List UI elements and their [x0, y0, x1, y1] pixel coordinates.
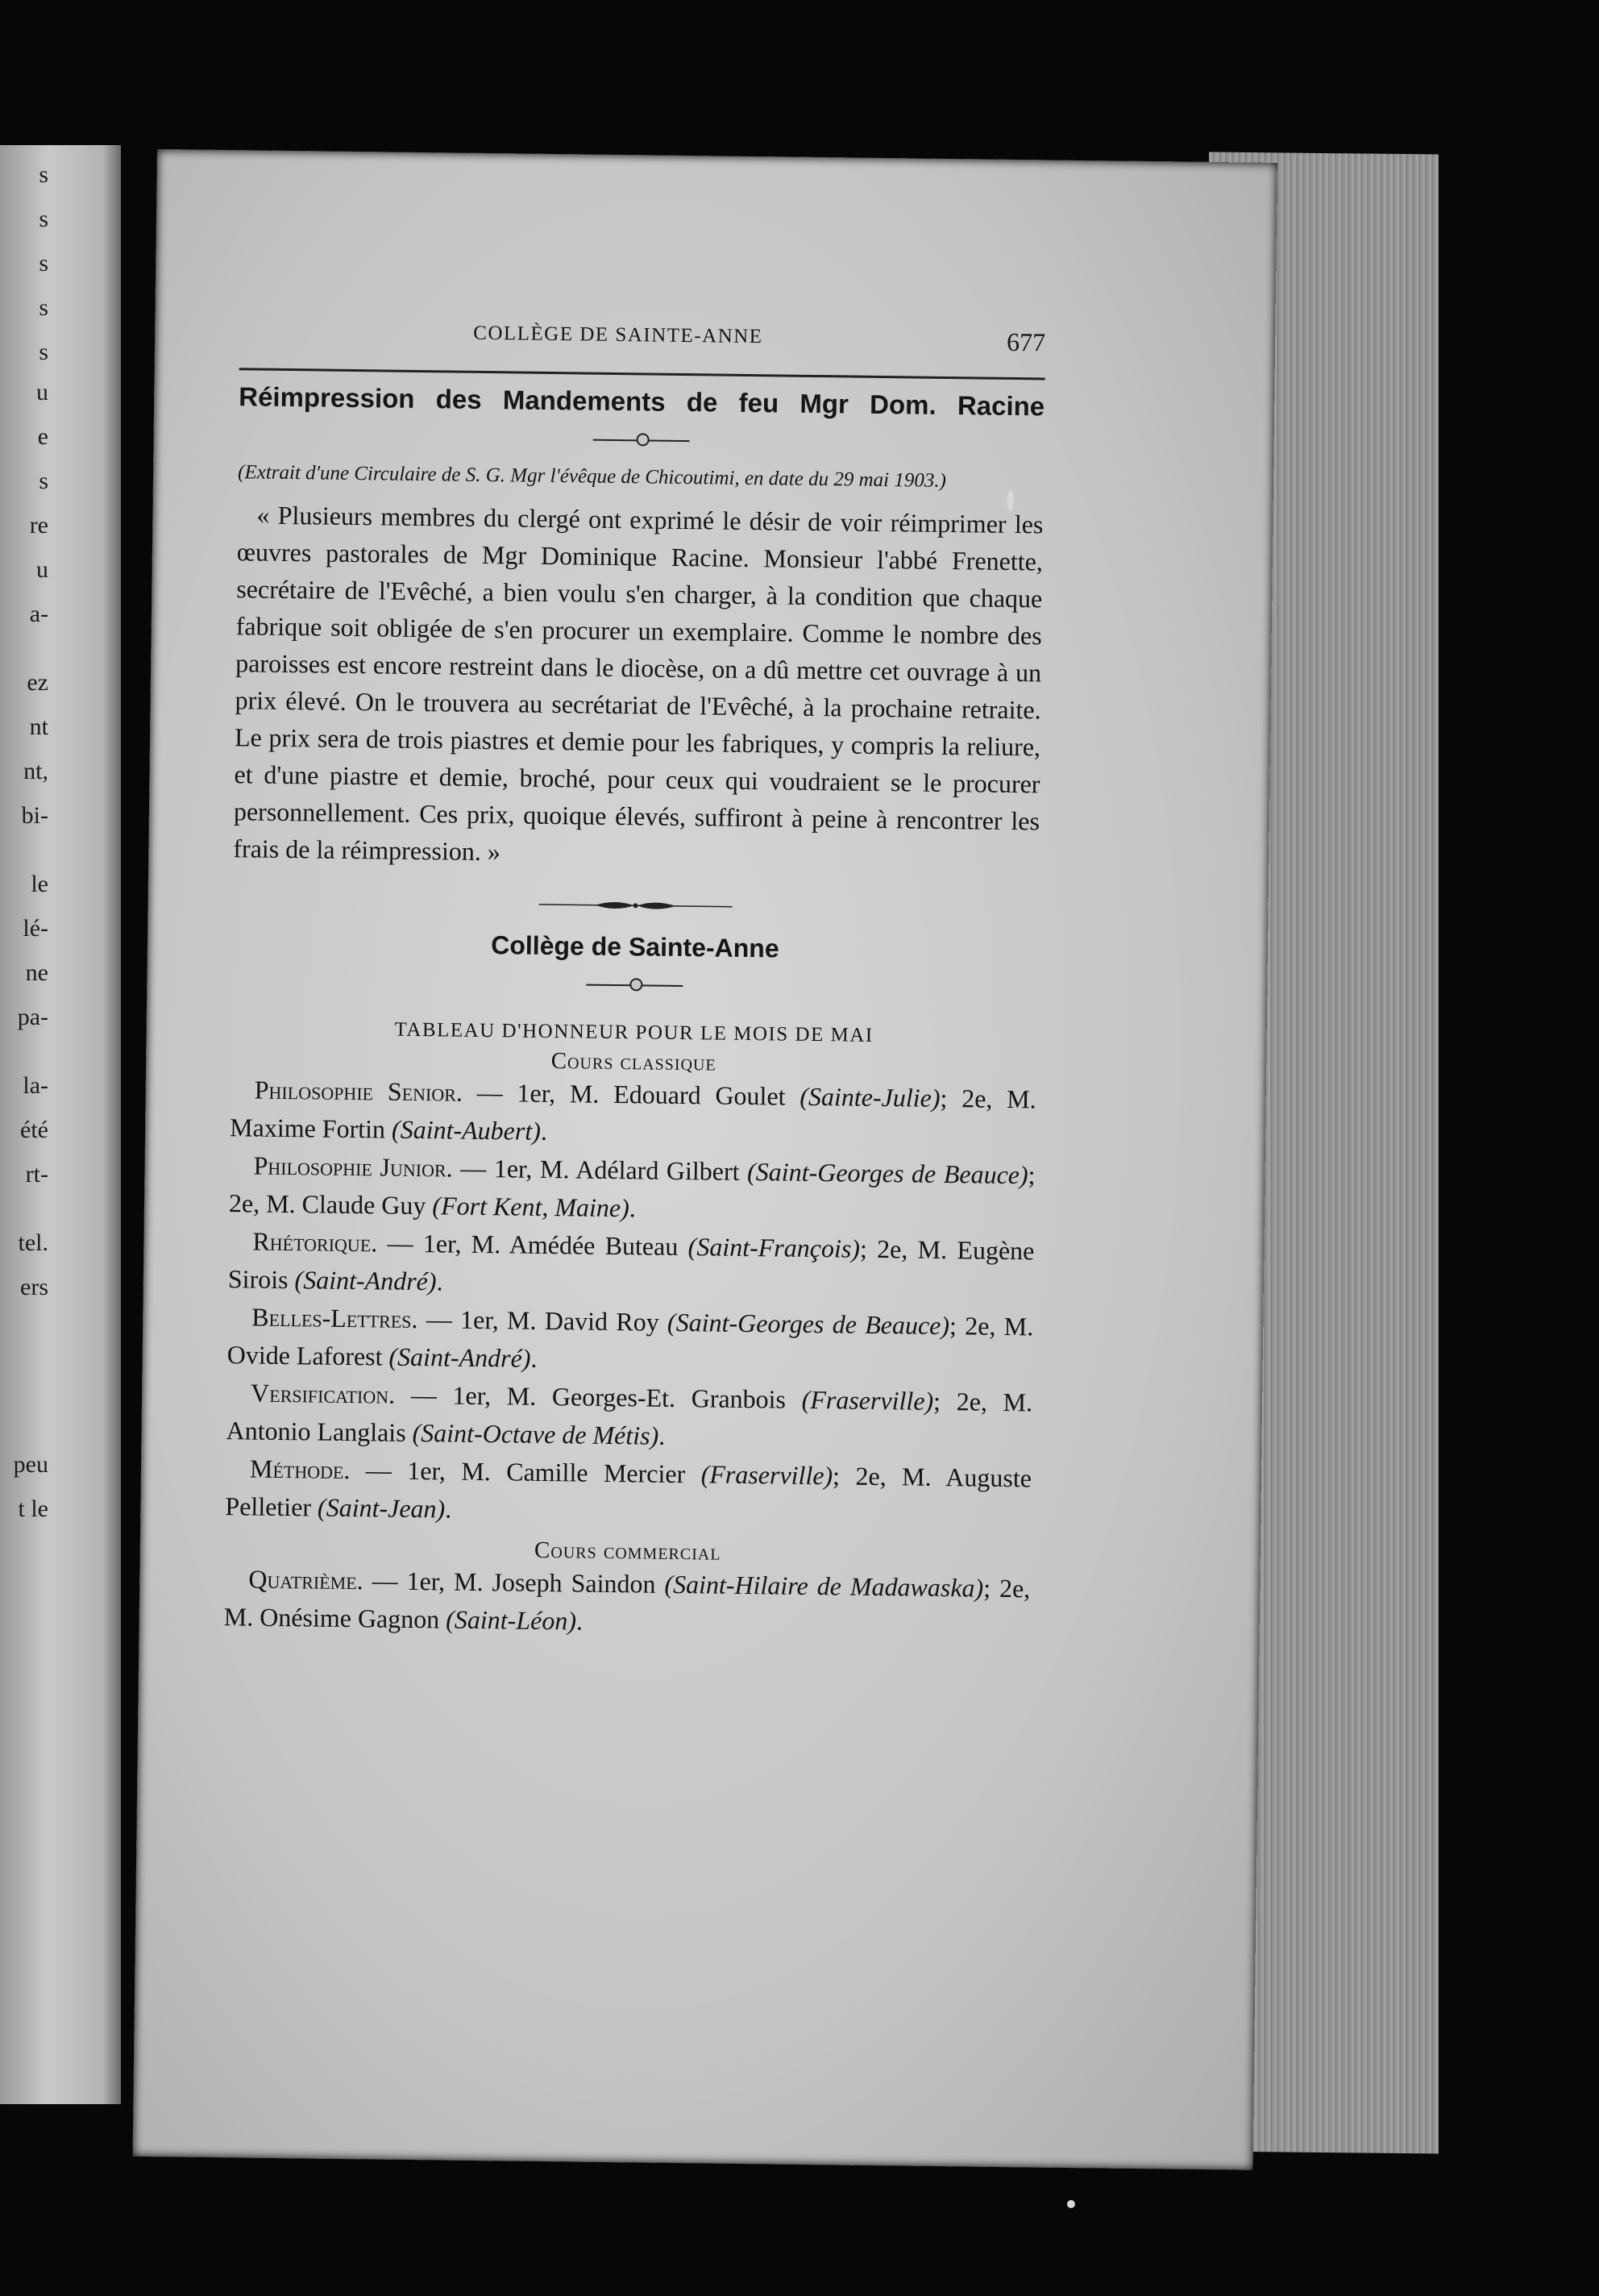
place-name: (Saint-François) — [687, 1232, 861, 1263]
running-title: COLLÈGE DE SAINTE-ANNE — [473, 322, 763, 348]
entry-text: . — [530, 1343, 538, 1373]
class-label: Rhétorique. — [252, 1226, 378, 1258]
entry-text: — 1er, M. Amédée Buteau — [377, 1228, 688, 1262]
ornament-divider — [232, 892, 1038, 922]
entry-text: ; 2e, M. Onésime Gagnon — [223, 1573, 1031, 1634]
place-name: (Saint-André) — [294, 1265, 437, 1296]
facing-page-fragment: la- — [23, 1072, 48, 1099]
honor-roll-commercial — [223, 1560, 1030, 1645]
facing-page-fragment: re — [29, 512, 48, 539]
facing-page-fragment: e — [37, 423, 48, 450]
honor-roll-heading: TABLEAU D'HONNEUR POUR LE MOIS DE MAI — [394, 1018, 874, 1046]
facing-page-fragment: été — [20, 1117, 48, 1143]
facing-page-fragment: pa- — [17, 1004, 48, 1030]
entry-text: ; 2e, M. Maxime Fortin — [229, 1083, 1036, 1144]
honor-roll-entry — [229, 1146, 1036, 1232]
place-name: (Saint-Hilaire de Madawaska) — [664, 1569, 984, 1603]
facing-page-fragment: nt — [29, 713, 48, 740]
facing-page-fragment: s — [39, 339, 48, 365]
article-body: « Plusieurs membres du clergé ont exprimé le désir de voir réimprimer les œuvres pastorales de Mgr Dominique Racine. Monsieur l'abbé Frenette, secrétaire de l'Evêché, a bien voulu s'en charger, à la condition que chaque fabrique soit obligée de s'en procurer un exemplaire. Comme le nombre des paroisses est encore restreint dans le diocèse, on a dû mettre cet ouvrage à un prix élevé. On le trouvera au secrétariat de l'Evêché, à la prochaine retraite. Le prix sera de trois piastres et demie pour les fabriques, y compris la reliure, et d'une piastre et demie, broché, pour ceux qui voudraient se le procurer personnellement. Ces prix, quoique élevés, suffiront à peine à rencontrer les frais de la réimpression. » — [233, 500, 1044, 867]
facing-page-fragment: a- — [29, 601, 48, 627]
facing-page-fragment: s — [39, 161, 48, 188]
facing-page-fragment: u — [36, 556, 48, 583]
entry-text: . — [575, 1606, 584, 1636]
place-name: (Saint-Octave de Métis) — [412, 1417, 659, 1450]
entry-text: . — [436, 1267, 443, 1296]
facing-page-fragment: u — [36, 379, 48, 406]
entry-text: . — [444, 1494, 452, 1524]
facing-page-fragment: bi- — [21, 802, 48, 829]
divider-rule — [231, 968, 1037, 999]
honor-roll-entry — [228, 1222, 1035, 1308]
entry-text: ; 2e, M. Auguste Pelletier — [225, 1461, 1032, 1522]
running-head — [239, 319, 1046, 380]
facing-page-fragment: le — [31, 871, 48, 897]
facing-page-fragment: ez — [27, 669, 48, 696]
course-heading-commercial: Cours commercial — [534, 1537, 721, 1566]
class-label: Philosophie Junior. — [253, 1150, 453, 1183]
facing-page-fragment: s — [39, 468, 48, 494]
place-name: (Fraserville) — [801, 1384, 934, 1416]
honor-roll-entry — [226, 1374, 1032, 1459]
honor-roll-entry — [223, 1560, 1030, 1645]
place-name: (Saint-Georges de Beauce) — [746, 1157, 1028, 1190]
place-name: (Sainte-Julie) — [800, 1081, 941, 1113]
article-title: Réimpression des Mandements de feu Mgr Dom. Racine — [239, 381, 1045, 422]
class-label: Belles-Lettres. — [251, 1302, 418, 1334]
entry-text: . — [629, 1193, 637, 1223]
place-name: (Saint-Jean) — [317, 1492, 446, 1524]
place-name: (Saint-Aubert) — [391, 1114, 542, 1146]
book-page — [133, 149, 1277, 2170]
class-label: Méthode. — [249, 1454, 351, 1485]
entry-text: . — [540, 1116, 548, 1146]
course-heading-classique: Cours classique — [550, 1048, 716, 1076]
class-label: Versification. — [250, 1378, 396, 1409]
place-name: (Fort Kent, Maine) — [432, 1191, 630, 1223]
paper-speck — [1067, 2200, 1075, 2208]
entry-text: — 1er, M. David Roy — [417, 1304, 668, 1337]
entry-text: — 1er, M. Edouard Goulet — [462, 1077, 800, 1111]
place-name: (Saint-Georges de Beauce) — [667, 1307, 950, 1341]
entry-text: — 1er, M. Georges-Et. Granbois — [394, 1379, 802, 1414]
facing-page-fragment: peu — [13, 1451, 48, 1478]
place-name: (Saint-Léon) — [446, 1604, 577, 1636]
facing-page — [0, 145, 121, 2104]
class-label: Philosophie Senior. — [254, 1075, 463, 1107]
divider-rule — [239, 423, 1045, 454]
facing-page-fragment: tel. — [18, 1229, 48, 1256]
facing-page-fragment: lé- — [23, 915, 48, 942]
honor-roll-entry — [225, 1450, 1032, 1535]
facing-page-fragment: s — [39, 250, 48, 277]
place-name: (Saint-André) — [388, 1341, 531, 1373]
entry-text: — 1er, M. Joseph Saindon — [363, 1566, 665, 1599]
entry-text: . — [658, 1420, 666, 1450]
facing-page-fragment: rt- — [25, 1161, 48, 1188]
honor-roll-classique — [225, 1071, 1036, 1535]
facing-page-fragment: nt, — [23, 758, 48, 784]
entry-text: — 1er, M. Adélard Gilbert — [452, 1153, 748, 1187]
honor-roll-entry — [230, 1071, 1036, 1156]
entry-text: ; 2e, M. Ovide Laforest — [226, 1311, 1034, 1371]
page-number: 677 — [1006, 327, 1046, 357]
entry-text: ; 2e, M. Eugène Sirois — [227, 1233, 1035, 1295]
facing-page-fragment: ne — [25, 959, 48, 986]
entry-text: — 1er, M. Camille Mercier — [350, 1455, 701, 1489]
place-name: (Fraserville) — [700, 1459, 833, 1491]
facing-page-fragment: ers — [20, 1274, 48, 1300]
entry-text: ; 2e, M. Antonio Langlais — [226, 1386, 1033, 1447]
source-note: (Extrait d'une Circulaire de S. G. Mgr l'évêque de Chicoutimi, en date du 29 mai 1903.) — [237, 461, 947, 492]
page-content — [223, 319, 1045, 1645]
facing-page-fragment: s — [39, 294, 48, 321]
entry-text: ; 2e, M. Claude Guy — [228, 1160, 1036, 1221]
facing-page-fragment: t le — [18, 1495, 48, 1522]
honor-roll-entry — [226, 1298, 1033, 1383]
facing-page-fragment: s — [39, 206, 48, 232]
class-label: Quatrième. — [248, 1564, 363, 1595]
section-title: Collège de Sainte-Anne — [491, 930, 779, 963]
